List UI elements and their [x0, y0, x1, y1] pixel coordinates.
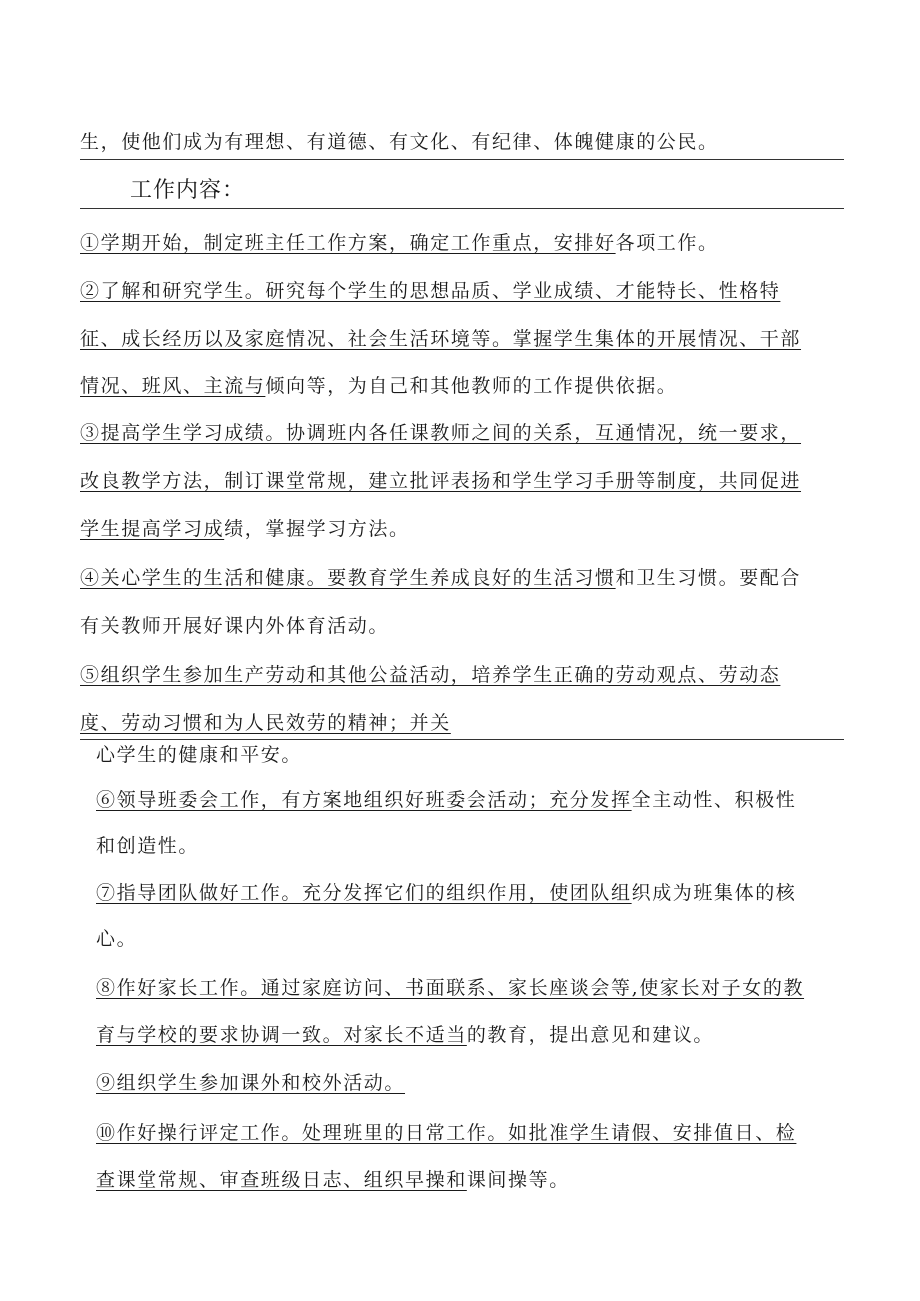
list-item-line [96, 1021, 714, 1049]
list-item-line [96, 974, 804, 1002]
plain-text: 课间操等。 [466, 1169, 570, 1191]
section-heading: 工作内容： [130, 178, 246, 203]
list-item-line [96, 1166, 570, 1194]
underlined-text: ⑦指导团队做好工作。充分发挥它们的组织作用，使团队组 [96, 882, 632, 904]
underlined-text: 度、劳动习惯和为人民效劳的精神；并关 [80, 712, 451, 734]
list-item-line [80, 612, 389, 640]
underlined-text: ④关心学生的生活和健康。要教育学生养成良好的生活习惯 [80, 567, 616, 589]
list-item-line [96, 832, 199, 860]
underlined-text: ⑨组织学生参加课外和校外活动。 [96, 1072, 406, 1094]
rule-divider [80, 159, 844, 160]
list-item-line [80, 661, 780, 689]
underlined-text: ②了解和研究学生。研究每个学生的思想品质、学业成绩、才能特长、性格特 [80, 280, 781, 302]
underlined-text: ⑩作好操行评定工作。处理班里的日常工作。如批准学生请假、安排值日、检 [96, 1122, 797, 1144]
list-item-line [80, 372, 677, 400]
list-item-line [96, 1069, 405, 1097]
plain-text: 倾向等，为自己和其他教师的工作提供依据。 [265, 375, 678, 397]
underlined-text: ⑥领导班委会工作，有方案地组织好班委会活动；充分发挥 [96, 789, 632, 811]
list-item-line [96, 741, 302, 769]
underlined-text: ①学期开始，制定班主任工作方案，确定工作重点，安排好 [80, 232, 616, 254]
plain-text: 和卫生习惯。要配合 [615, 567, 802, 589]
underlined-text: 学生提高学习成 [80, 518, 225, 540]
intro-line [80, 128, 719, 156]
plain-text: 的教育，提出意见和建议。 [466, 1024, 715, 1046]
underlined-text: 查课堂常规、审查班级日志、组织早操和 [96, 1169, 467, 1191]
underlined-text: 情况、班风、主流与 [80, 375, 266, 397]
rule-divider [80, 739, 844, 740]
plain-text: 有关教师开展好课内外体育活动。 [80, 615, 390, 637]
list-item-line [96, 879, 796, 907]
plain-text: 织成为班集体的核 [631, 882, 797, 904]
plain-text: 心。 [96, 928, 138, 950]
plain-text: 和创造性。 [96, 835, 200, 857]
list-item-line [80, 419, 801, 447]
list-item-line [80, 229, 719, 257]
plain-text: 绩，掌握学习方法。 [224, 518, 410, 540]
list-item-line [96, 925, 137, 953]
list-item-line [80, 325, 801, 353]
plain-text: 各项工作。 [615, 232, 719, 254]
list-item-line [96, 1119, 796, 1147]
underlined-text: ③提高学生学习成绩。协调班内各任课教师之间的关系，互通情况，统一要求， [80, 422, 802, 444]
rule-divider [80, 208, 844, 209]
list-item-line [80, 564, 801, 592]
list-item-line [80, 709, 451, 737]
plain-text: 心学生的健康和平安。 [96, 744, 303, 766]
underlined-text: ⑧作好家长工作。通过家庭访问、书面联系、家长座谈会等,使家长对子女的教 [96, 977, 805, 999]
underlined-text: 改良教学方法，制订课堂常规，建立批评表扬和学生学习手册等制度，共同促进 [80, 470, 802, 492]
underlined-text: 育与学校的要求协调一致。对家长不适当 [96, 1024, 467, 1046]
underlined-text: ⑤组织学生参加生产劳动和其他公益活动，培养学生正确的劳动观点、劳动态 [80, 664, 781, 686]
list-item-line [80, 467, 801, 495]
underlined-text: 征、成长经历以及家庭情况、社会生活环境等。掌握学生集体的开展情况、干部 [80, 328, 802, 350]
list-item-line [80, 515, 410, 543]
list-item-line [80, 277, 780, 305]
list-item-line [96, 786, 796, 814]
intro-text: 生，使他们成为有理想、有道德、有文化、有纪律、体魄健康的公民。 [80, 131, 719, 153]
plain-text: 全主动性、积极性 [631, 789, 797, 811]
